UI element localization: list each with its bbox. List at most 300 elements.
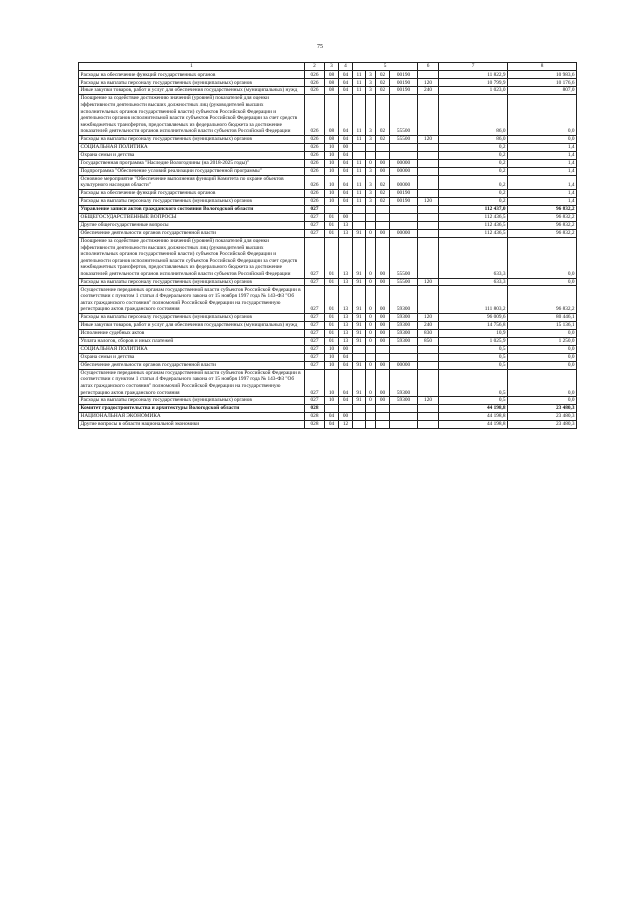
header-cell: 4 <box>339 63 353 71</box>
cell-target-program: 11 <box>353 135 366 143</box>
cell-target-program: 11 <box>353 71 366 79</box>
cell-target-sub <box>366 213 376 221</box>
cell-name: Исполнение судебных актов <box>79 329 305 337</box>
cell-section: 01 <box>325 286 339 314</box>
cell-amount-year2: 10 176,6 <box>508 79 577 87</box>
cell-section: 10 <box>325 175 339 190</box>
cell-target-sub: 3 <box>366 95 376 136</box>
cell-name: Управление записи актов гражданского состояния Вологодской области <box>79 206 305 214</box>
cell-target-direction: 00190 <box>390 87 418 95</box>
cell-target-sub <box>366 143 376 151</box>
cell-name: Обеспечение деятельности органов государственной власти <box>79 229 305 237</box>
cell-ministry: 027 <box>305 322 325 330</box>
cell-target-direction: 59300 <box>390 337 418 345</box>
cell-ministry: 027 <box>305 397 325 405</box>
cell-section: 01 <box>325 314 339 322</box>
cell-target-sub: 3 <box>366 167 376 175</box>
cell-name: Обеспечение деятельности органов государственной власти <box>79 361 305 369</box>
cell-expense-type: 120 <box>418 397 439 405</box>
cell-expense-type: 830 <box>418 329 439 337</box>
cell-target-program: 91 <box>353 369 366 397</box>
cell-target-sub <box>366 421 376 429</box>
table-row <box>79 71 577 79</box>
cell-amount-year1: 112 436,5 <box>439 221 508 229</box>
cell-expense-type <box>418 237 439 278</box>
cell-ministry: 027 <box>305 329 325 337</box>
cell-expense-type: 240 <box>418 322 439 330</box>
cell-target-sub: 0 <box>366 361 376 369</box>
cell-target-sub: 3 <box>366 87 376 95</box>
cell-name: Иные закупки товаров, работ и услуг для обеспечения государственных (муниципальных) нужд <box>79 322 305 330</box>
header-cell: 7 <box>439 63 508 71</box>
header-cell: 5 <box>353 63 418 71</box>
cell-expense-type: 240 <box>418 87 439 95</box>
cell-target-event: 02 <box>376 87 390 95</box>
cell-target-sub <box>366 353 376 361</box>
cell-amount-year2: 1,4 <box>508 151 577 159</box>
cell-name: СОЦИАЛЬНАЯ ПОЛИТИКА <box>79 143 305 151</box>
cell-target-program <box>353 143 366 151</box>
cell-target-sub: 0 <box>366 337 376 345</box>
cell-section: 10 <box>325 159 339 167</box>
cell-target-program: 91 <box>353 314 366 322</box>
cell-subsection: 04 <box>339 190 353 198</box>
cell-expense-type: 120 <box>418 314 439 322</box>
cell-target-program <box>353 206 366 214</box>
cell-ministry: 026 <box>305 159 325 167</box>
cell-target-program: 91 <box>353 397 366 405</box>
cell-ministry: 027 <box>305 229 325 237</box>
cell-ministry: 026 <box>305 190 325 198</box>
cell-amount-year1: 1 025,9 <box>439 337 508 345</box>
cell-expense-type: 120 <box>418 79 439 87</box>
cell-amount-year2: 0,0 <box>508 329 577 337</box>
cell-subsection: 04 <box>339 79 353 87</box>
cell-amount-year2: 1,4 <box>508 159 577 167</box>
cell-subsection: 04 <box>339 369 353 397</box>
cell-expense-type <box>418 345 439 353</box>
cell-amount-year2: 0,0 <box>508 353 577 361</box>
cell-name: Расходы на обеспечение функций государственных органов <box>79 71 305 79</box>
table-row <box>79 413 577 421</box>
cell-target-event: 02 <box>376 190 390 198</box>
table-row <box>79 175 577 190</box>
cell-target-program: 91 <box>353 278 366 286</box>
cell-subsection: 04 <box>339 71 353 79</box>
header-cell: 8 <box>508 63 577 71</box>
cell-name: Основное мероприятие "Обеспечение выполнения функций Комитета по охране объектов культурного наследия области" <box>79 175 305 190</box>
cell-amount-year1: 0,5 <box>439 345 508 353</box>
cell-amount-year1: 86,0 <box>439 95 508 136</box>
cell-target-direction: 00000 <box>390 175 418 190</box>
cell-target-direction: 00190 <box>390 79 418 87</box>
cell-amount-year1: 0,2 <box>439 175 508 190</box>
cell-amount-year1: 86,0 <box>439 135 508 143</box>
cell-subsection: 04 <box>339 87 353 95</box>
cell-target-event: 02 <box>376 175 390 190</box>
cell-section <box>325 206 339 214</box>
cell-target-sub: 0 <box>366 159 376 167</box>
cell-expense-type <box>418 213 439 221</box>
cell-target-direction: 00000 <box>390 159 418 167</box>
header-cell: 6 <box>418 63 439 71</box>
cell-target-event <box>376 143 390 151</box>
cell-target-sub <box>366 405 376 413</box>
cell-subsection: 13 <box>339 322 353 330</box>
cell-amount-year2: 1,4 <box>508 143 577 151</box>
cell-subsection: 13 <box>339 337 353 345</box>
cell-target-event <box>376 353 390 361</box>
table-row <box>79 143 577 151</box>
cell-amount-year2: 1,4 <box>508 198 577 206</box>
cell-target-sub <box>366 151 376 159</box>
cell-amount-year2: 23 480,3 <box>508 405 577 413</box>
cell-target-sub: 0 <box>366 329 376 337</box>
cell-amount-year1: 0,2 <box>439 190 508 198</box>
cell-amount-year1: 96 009,6 <box>439 314 508 322</box>
cell-subsection: 13 <box>339 237 353 278</box>
cell-target-program: 11 <box>353 175 366 190</box>
table-row <box>79 329 577 337</box>
budget-table <box>78 62 577 429</box>
cell-amount-year1: 0,2 <box>439 151 508 159</box>
cell-target-event: 02 <box>376 95 390 136</box>
cell-amount-year2: 0,0 <box>508 345 577 353</box>
table-row <box>79 361 577 369</box>
cell-expense-type: 120 <box>418 278 439 286</box>
cell-amount-year2: 96 832,2 <box>508 213 577 221</box>
cell-section: 10 <box>325 151 339 159</box>
cell-section: 10 <box>325 397 339 405</box>
cell-ministry: 028 <box>305 413 325 421</box>
cell-target-event: 02 <box>376 198 390 206</box>
cell-section: 10 <box>325 353 339 361</box>
cell-expense-type <box>418 286 439 314</box>
cell-target-program: 11 <box>353 87 366 95</box>
cell-section: 08 <box>325 79 339 87</box>
cell-target-direction: 59300 <box>390 329 418 337</box>
cell-expense-type <box>418 151 439 159</box>
cell-amount-year1: 44 198,8 <box>439 413 508 421</box>
cell-section: 01 <box>325 278 339 286</box>
cell-target-direction <box>390 353 418 361</box>
cell-target-direction: 55500 <box>390 95 418 136</box>
cell-name: Расходы на выплаты персоналу государственных (муниципальных) органов <box>79 135 305 143</box>
cell-target-event: 00 <box>376 237 390 278</box>
table-row <box>79 79 577 87</box>
cell-target-program: 91 <box>353 286 366 314</box>
table-row <box>79 198 577 206</box>
cell-subsection: 12 <box>339 421 353 429</box>
table-row <box>79 167 577 175</box>
cell-expense-type <box>418 159 439 167</box>
cell-target-sub: 3 <box>366 79 376 87</box>
cell-target-program: 11 <box>353 159 366 167</box>
cell-target-event: 02 <box>376 135 390 143</box>
table-row <box>79 95 577 136</box>
cell-ministry: 026 <box>305 135 325 143</box>
table-row <box>79 337 577 345</box>
cell-target-event: 00 <box>376 229 390 237</box>
cell-target-program: 91 <box>353 329 366 337</box>
cell-subsection: 00 <box>339 345 353 353</box>
cell-section: 01 <box>325 337 339 345</box>
cell-subsection <box>339 206 353 214</box>
cell-target-sub: 0 <box>366 237 376 278</box>
cell-target-direction: 00190 <box>390 190 418 198</box>
cell-ministry: 027 <box>305 213 325 221</box>
cell-name: ОБЩЕГОСУДАРСТВЕННЫЕ ВОПРОСЫ <box>79 213 305 221</box>
cell-amount-year1: 11 822,9 <box>439 71 508 79</box>
cell-amount-year2: 15 136,1 <box>508 322 577 330</box>
cell-name: Охрана семьи и детства <box>79 353 305 361</box>
cell-name: СОЦИАЛЬНАЯ ПОЛИТИКА <box>79 345 305 353</box>
cell-ministry: 026 <box>305 79 325 87</box>
cell-section <box>325 405 339 413</box>
cell-target-direction: 55500 <box>390 135 418 143</box>
cell-amount-year1: 14 756,8 <box>439 322 508 330</box>
cell-name: Расходы на выплаты персоналу государственных (муниципальных) органов <box>79 79 305 87</box>
cell-ministry: 028 <box>305 421 325 429</box>
cell-target-program: 91 <box>353 322 366 330</box>
cell-target-direction: 55500 <box>390 237 418 278</box>
cell-target-direction: 00190 <box>390 198 418 206</box>
cell-target-program: 11 <box>353 198 366 206</box>
cell-subsection: 00 <box>339 413 353 421</box>
cell-name: Иные закупки товаров, работ и услуг для обеспечения государственных (муниципальных) нужд <box>79 87 305 95</box>
cell-target-event <box>376 213 390 221</box>
cell-target-event <box>376 345 390 353</box>
cell-section: 08 <box>325 87 339 95</box>
cell-amount-year2: 1,4 <box>508 190 577 198</box>
cell-subsection: 13 <box>339 329 353 337</box>
cell-subsection: 13 <box>339 286 353 314</box>
cell-amount-year1: 633,3 <box>439 278 508 286</box>
table-row <box>79 135 577 143</box>
table-row <box>79 229 577 237</box>
cell-expense-type <box>418 421 439 429</box>
cell-amount-year2: 10 983,6 <box>508 71 577 79</box>
cell-amount-year2: 0,0 <box>508 237 577 278</box>
cell-target-direction <box>390 213 418 221</box>
cell-target-sub: 3 <box>366 71 376 79</box>
cell-target-sub: 3 <box>366 198 376 206</box>
cell-expense-type <box>418 221 439 229</box>
cell-subsection: 04 <box>339 95 353 136</box>
cell-amount-year1: 633,3 <box>439 237 508 278</box>
table-row <box>79 369 577 397</box>
cell-amount-year1: 0,2 <box>439 159 508 167</box>
cell-name: Расходы на выплаты персоналу государственных (муниципальных) органов <box>79 397 305 405</box>
cell-ministry: 026 <box>305 167 325 175</box>
table-row <box>79 314 577 322</box>
cell-target-event: 00 <box>376 314 390 322</box>
cell-ministry: 027 <box>305 278 325 286</box>
cell-target-event: 02 <box>376 71 390 79</box>
cell-target-sub <box>366 345 376 353</box>
cell-section: 10 <box>325 345 339 353</box>
cell-target-program: 91 <box>353 237 366 278</box>
cell-name: Комитет градостроительства и архитектуры Вологодской области <box>79 405 305 413</box>
cell-expense-type: 850 <box>418 337 439 345</box>
cell-target-event <box>376 421 390 429</box>
cell-amount-year1: 44 198,8 <box>439 405 508 413</box>
cell-target-program: 11 <box>353 79 366 87</box>
cell-target-sub: 0 <box>366 322 376 330</box>
cell-name: Осуществление переданных органам государственной власти субъектов Российской Федерации в соответствии с пунктом 1 статьи 4 Федерального закона от 15 ноября 1997 года № 143-ФЗ "Об актах гражданского состояния" полномочий Российской Федерации на государственную регистрацию актов гражданского состояния <box>79 286 305 314</box>
cell-target-sub: 0 <box>366 314 376 322</box>
cell-amount-year2: 1,4 <box>508 175 577 190</box>
cell-target-event: 00 <box>376 337 390 345</box>
cell-expense-type <box>418 175 439 190</box>
cell-section: 01 <box>325 213 339 221</box>
cell-target-event <box>376 151 390 159</box>
cell-section: 01 <box>325 322 339 330</box>
table-row <box>79 345 577 353</box>
table-row <box>79 151 577 159</box>
cell-section: 10 <box>325 167 339 175</box>
cell-section: 10 <box>325 198 339 206</box>
cell-subsection: 04 <box>339 198 353 206</box>
table-row <box>79 278 577 286</box>
cell-subsection: 04 <box>339 151 353 159</box>
cell-expense-type: 120 <box>418 198 439 206</box>
cell-amount-year2: 0,0 <box>508 95 577 136</box>
cell-target-direction <box>390 421 418 429</box>
table-row <box>79 87 577 95</box>
cell-target-direction: 55500 <box>390 278 418 286</box>
cell-ministry: 026 <box>305 151 325 159</box>
cell-target-direction: 00000 <box>390 361 418 369</box>
cell-target-direction: 00190 <box>390 71 418 79</box>
cell-section: 04 <box>325 413 339 421</box>
cell-name: НАЦИОНАЛЬНАЯ ЭКОНОМИКА <box>79 413 305 421</box>
cell-target-program: 11 <box>353 95 366 136</box>
cell-target-program <box>353 353 366 361</box>
cell-amount-year2: 1,4 <box>508 167 577 175</box>
cell-target-program: 11 <box>353 190 366 198</box>
cell-amount-year1: 0,2 <box>439 198 508 206</box>
cell-expense-type <box>418 405 439 413</box>
cell-name: Подпрограмма "Обеспечение условий реализации государственной программы" <box>79 167 305 175</box>
cell-target-sub <box>366 206 376 214</box>
cell-target-event: 00 <box>376 369 390 397</box>
cell-target-sub: 0 <box>366 229 376 237</box>
cell-ministry: 028 <box>305 405 325 413</box>
cell-subsection: 13 <box>339 314 353 322</box>
cell-expense-type <box>418 413 439 421</box>
table-row <box>79 286 577 314</box>
cell-ministry: 027 <box>305 345 325 353</box>
cell-subsection <box>339 405 353 413</box>
cell-target-event: 00 <box>376 329 390 337</box>
cell-ministry: 027 <box>305 237 325 278</box>
table-row <box>79 190 577 198</box>
cell-ministry: 026 <box>305 87 325 95</box>
cell-target-direction: 00000 <box>390 167 418 175</box>
cell-amount-year1: 0,5 <box>439 369 508 397</box>
cell-ministry: 027 <box>305 369 325 397</box>
header-cell: 1 <box>79 63 305 71</box>
table-row <box>79 405 577 413</box>
cell-amount-year2: 0,0 <box>508 397 577 405</box>
cell-subsection: 04 <box>339 159 353 167</box>
cell-ministry: 027 <box>305 361 325 369</box>
cell-subsection: 04 <box>339 167 353 175</box>
cell-subsection: 00 <box>339 213 353 221</box>
cell-ministry: 027 <box>305 206 325 214</box>
table-row <box>79 159 577 167</box>
cell-subsection: 04 <box>339 353 353 361</box>
cell-section: 04 <box>325 421 339 429</box>
table-row <box>79 221 577 229</box>
cell-name: Поощрение за содействие достижению значений (уровней) показателей для оценки эффективности деятельности высших должностных лиц (руководителей высших исполнительных органов государственной власти) субъектов Российской Федерации и деятельности органов исполнительной власти субъектов Российской Федерации за счет средств межбюджетных трансфертов, предоставляемых из федерального бюджета за достижение показателей деятельности органов исполнительной власти субъектов Российской Федерации <box>79 237 305 278</box>
cell-target-event: 00 <box>376 286 390 314</box>
cell-name: Расходы на выплаты персоналу государственных (муниципальных) органов <box>79 314 305 322</box>
cell-target-program: 91 <box>353 229 366 237</box>
cell-subsection: 04 <box>339 361 353 369</box>
cell-ministry: 027 <box>305 353 325 361</box>
cell-amount-year1: 112 436,5 <box>439 229 508 237</box>
cell-section: 10 <box>325 361 339 369</box>
table-row <box>79 397 577 405</box>
cell-section: 08 <box>325 95 339 136</box>
table-row <box>79 213 577 221</box>
cell-target-direction: 59300 <box>390 369 418 397</box>
cell-target-event <box>376 206 390 214</box>
cell-expense-type <box>418 167 439 175</box>
cell-amount-year2: 1 250,0 <box>508 337 577 345</box>
cell-expense-type <box>418 353 439 361</box>
cell-amount-year1: 112 436,5 <box>439 213 508 221</box>
cell-ministry: 026 <box>305 175 325 190</box>
cell-amount-year1: 0,2 <box>439 167 508 175</box>
cell-amount-year1: 1 023,0 <box>439 87 508 95</box>
cell-section: 08 <box>325 71 339 79</box>
cell-section: 01 <box>325 329 339 337</box>
cell-amount-year2: 96 832,2 <box>508 229 577 237</box>
cell-amount-year2: 0,0 <box>508 135 577 143</box>
cell-target-sub: 0 <box>366 278 376 286</box>
cell-name: Расходы на выплаты персоналу государственных (муниципальных) органов <box>79 278 305 286</box>
cell-subsection: 13 <box>339 229 353 237</box>
cell-subsection: 04 <box>339 135 353 143</box>
cell-ministry: 026 <box>305 198 325 206</box>
cell-section: 01 <box>325 221 339 229</box>
cell-section: 10 <box>325 369 339 397</box>
cell-target-sub: 3 <box>366 190 376 198</box>
cell-expense-type: 120 <box>418 135 439 143</box>
cell-target-direction <box>390 221 418 229</box>
cell-target-direction <box>390 143 418 151</box>
cell-name: Осуществление переданных органам государственной власти субъектов Российской Федерации в соответствии с пунктом 1 статьи 4 Федерального закона от 15 ноября 1997 года № 143-ФЗ "Об актах гражданского состояния" полномочий Российской Федерации на государственную регистрацию актов гражданского состояния <box>79 369 305 397</box>
cell-section: 08 <box>325 135 339 143</box>
cell-target-program: 11 <box>353 167 366 175</box>
cell-name: Другие общегосударственные вопросы <box>79 221 305 229</box>
cell-target-direction <box>390 413 418 421</box>
cell-target-sub <box>366 221 376 229</box>
table-row <box>79 353 577 361</box>
cell-ministry: 026 <box>305 143 325 151</box>
cell-target-sub: 0 <box>366 369 376 397</box>
cell-target-event: 02 <box>376 79 390 87</box>
cell-name: Расходы на обеспечение функций государственных органов <box>79 190 305 198</box>
header-cell: 2 <box>305 63 325 71</box>
cell-ministry: 027 <box>305 286 325 314</box>
cell-subsection: 04 <box>339 175 353 190</box>
cell-target-program <box>353 421 366 429</box>
cell-amount-year2: 96 832,2 <box>508 221 577 229</box>
